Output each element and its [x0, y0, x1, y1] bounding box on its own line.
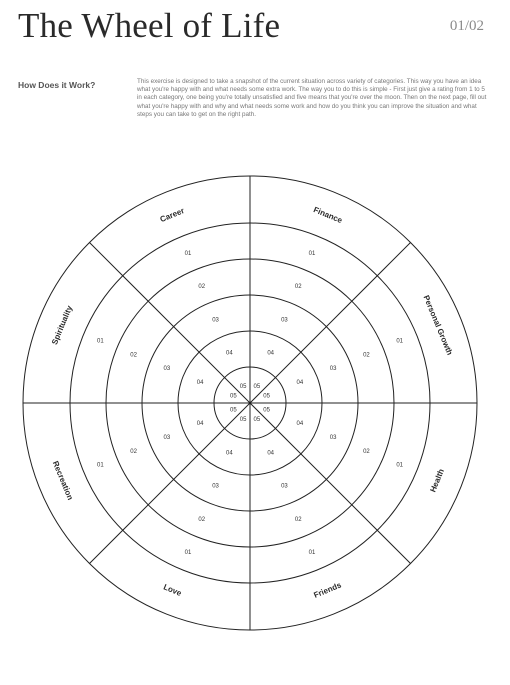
ring-label-04: 04 [267, 350, 275, 357]
category-personal-growth: Personal Growth [421, 293, 455, 357]
ring-label-02: 02 [363, 352, 370, 359]
ring-label-02: 02 [198, 516, 206, 523]
wheel-grid [23, 176, 477, 630]
ring-label-05: 05 [230, 407, 237, 414]
ring-label-05: 05 [263, 407, 270, 414]
ring-label-04: 04 [196, 421, 204, 428]
ring-label-05: 05 [253, 417, 261, 424]
ring-label-03: 03 [329, 366, 337, 373]
ring-label-03: 03 [212, 317, 219, 324]
ring-label-02: 02 [130, 352, 137, 359]
ring-label-05: 05 [253, 383, 261, 390]
spoke-line [89, 242, 250, 403]
category-career: Career [158, 206, 186, 225]
ring-label-04: 04 [296, 421, 304, 428]
category-recreation: Recreation [50, 459, 75, 502]
page-title: The Wheel of Life [18, 6, 281, 45]
ring-label-03: 03 [281, 317, 288, 324]
ring-label-02: 02 [198, 284, 206, 291]
category-love: Love [162, 582, 183, 598]
ring-label-04: 04 [225, 450, 233, 457]
ring-label-04: 04 [225, 350, 233, 357]
ring-label-02: 02 [294, 516, 302, 523]
ring-label-04: 04 [267, 450, 275, 457]
ring-label-04: 04 [296, 379, 304, 386]
ring-label-02: 02 [294, 284, 302, 291]
ring-label-05: 05 [239, 417, 247, 424]
ring-label-01: 01 [396, 338, 404, 345]
ring-label-03: 03 [212, 483, 219, 490]
category-health: Health [428, 467, 447, 494]
category-friends: Friends [312, 580, 343, 600]
category-finance: Finance [312, 205, 344, 226]
ring-label-03: 03 [329, 435, 337, 442]
ring-label-01: 01 [184, 250, 192, 257]
ring-label-05: 05 [230, 393, 237, 400]
ring-label-03: 03 [281, 483, 288, 490]
ring-label-02: 02 [130, 448, 137, 455]
ring-label-02: 02 [363, 448, 370, 455]
ring-label-03: 03 [163, 366, 171, 373]
section-heading: How Does it Work? [18, 80, 96, 90]
ring-label-01: 01 [184, 550, 192, 557]
ring-label-01: 01 [396, 462, 404, 469]
ring-label-05: 05 [239, 383, 247, 390]
page-number: 01/02 [449, 18, 484, 34]
ring-label-05: 05 [263, 393, 270, 400]
spoke-line [250, 403, 411, 564]
ring-label-01: 01 [96, 462, 104, 469]
spoke-line [89, 403, 250, 564]
ring-label-01: 01 [96, 338, 104, 345]
spoke-line [250, 242, 411, 403]
ring-label-01: 01 [308, 550, 316, 557]
ring-label-03: 03 [163, 435, 171, 442]
ring-label-01: 01 [308, 250, 316, 257]
category-spirituality: Spirituality [50, 304, 75, 346]
intro-paragraph: This exercise is designed to take a snapshot of the current situation across variety of categories. This way you have an idea what you're happy with and what needs some extra work. The way you to do this is simple - First just give a rating from 1 to 5 in each category, one being you're totally unsatisfied and five means that you're over the moon. Then on the next page, fill out what you're happy with and why and what needs some work and how do you think you can improve the situation and what steps you can take to get on the right path. [137, 78, 487, 118]
ring-label-04: 04 [196, 379, 204, 386]
